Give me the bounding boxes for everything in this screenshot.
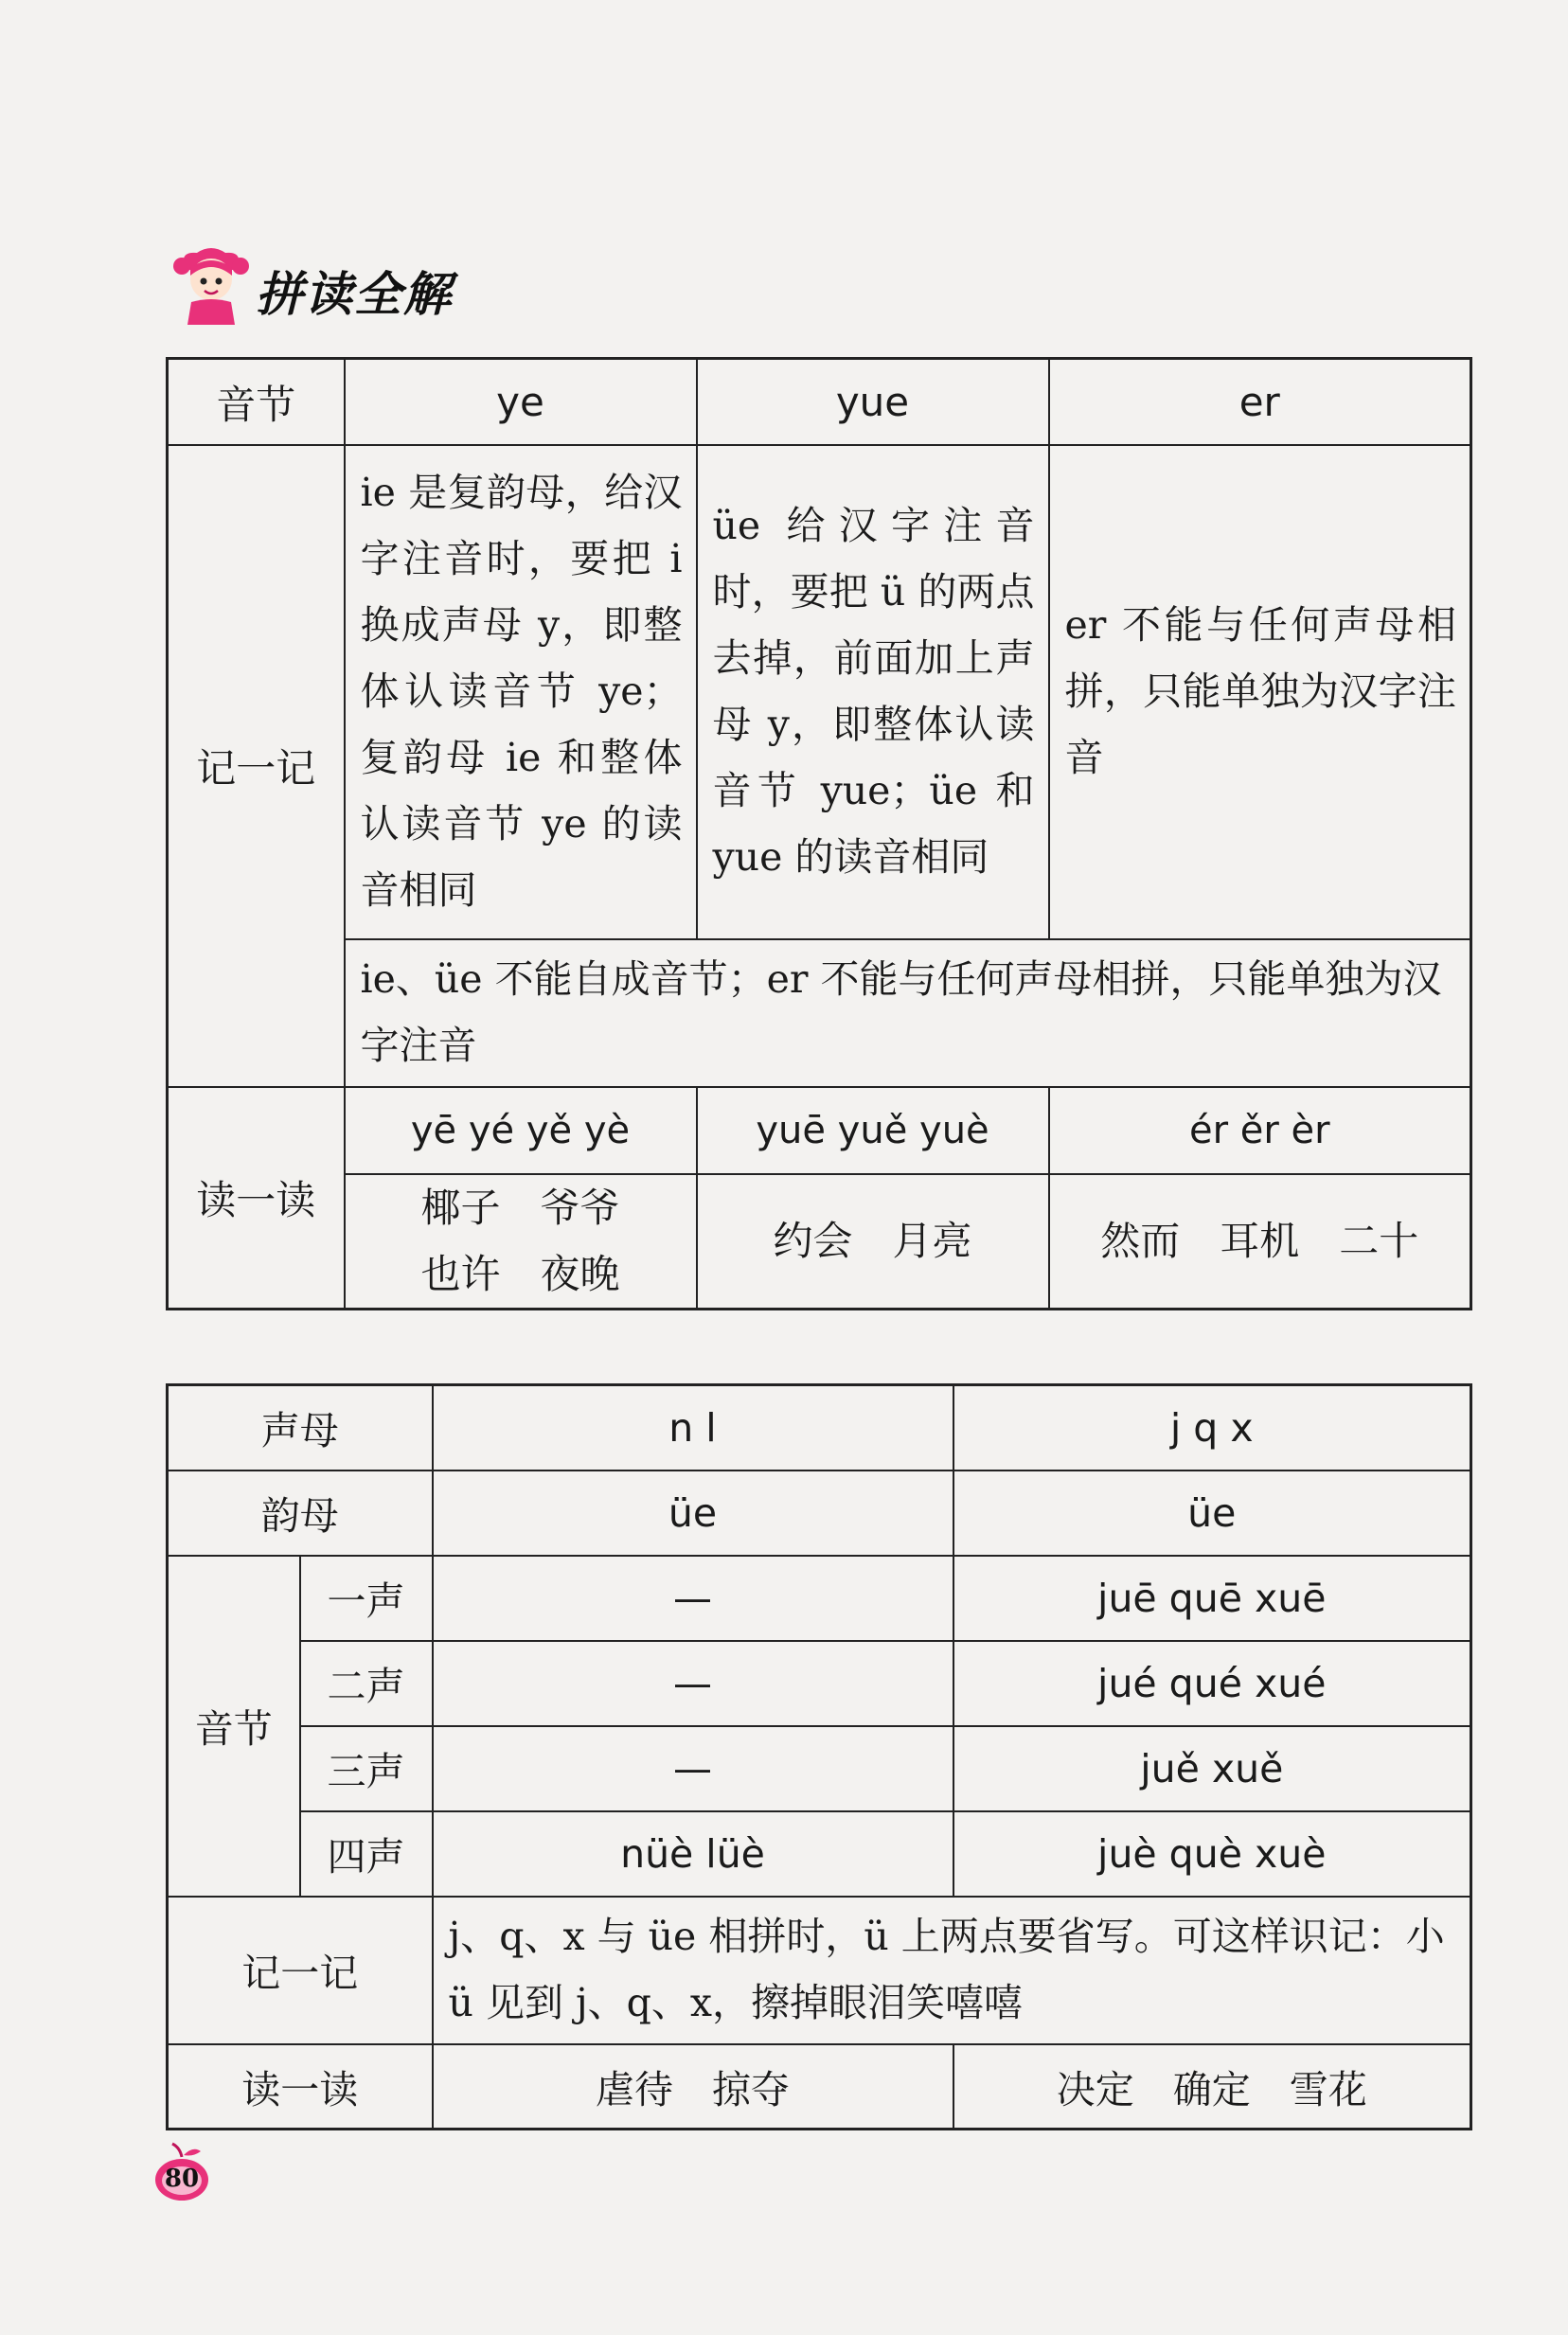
table-row (168, 1811, 1471, 1897)
row-label-remember-2: 记一记 (168, 1897, 433, 2044)
initials-nl: n l (433, 1385, 953, 1471)
syllable-jqx-tone3: juě xuě (953, 1726, 1471, 1811)
tone-label-1: 一声 (300, 1556, 433, 1641)
row-label-finals: 韵母 (168, 1471, 433, 1556)
syllable-nl-tone2: — (433, 1641, 953, 1726)
tone-label-4: 四声 (300, 1811, 433, 1897)
remember-ye-text: ie 是复韵母，给汉字注音时，要把 i 换成声母 y，即整体认读音节 ye；复韵母 ie 和整体认读音节 ye 的读音相同 (345, 445, 697, 939)
words-jqx: 决定 确定 雪花 (953, 2044, 1471, 2130)
section-title: 拼读全解 (256, 267, 453, 322)
col-header-er: er (1049, 359, 1471, 446)
tone-label-2: 二声 (300, 1641, 433, 1726)
remember-yue-text: üe 给汉字注音时，要把 ü 的两点去掉，前面加上声母 y，即整体认读音节 yue；üe 和 yue 的读音相同 (697, 445, 1049, 939)
finals-nl: üe (433, 1471, 953, 1556)
remember-jqx-text: j、q、x 与 üe 相拼时，ü 上两点要省写。可这样识记：小 ü 见到 j、q、x，擦掉眼泪笑嘻嘻 (433, 1897, 1471, 2044)
table-row (168, 1087, 1471, 1174)
table-row (168, 445, 1471, 939)
remember-note: ie、üe 不能自成音节；er 不能与任何声母相拼，只能单独为汉字注音 (345, 939, 1471, 1087)
tones-yue: yuē yuě yuè (697, 1087, 1049, 1174)
words-er: 然而 耳机 二十 (1049, 1174, 1471, 1310)
col-header-yue: yue (697, 359, 1049, 446)
row-label-syllables: 音节 (168, 1556, 300, 1897)
syllable-table-ye-yue-er (166, 357, 1472, 1310)
syllable-table-nl-jqx (166, 1383, 1472, 2130)
words-yue: 约会 月亮 (697, 1174, 1049, 1310)
table-row (168, 1174, 1471, 1310)
syllable-nl-tone4: nüè lüè (433, 1811, 953, 1897)
words-nl: 虐待 掠夺 (433, 2044, 953, 2130)
col-header-ye: ye (345, 359, 697, 446)
tone-label-3: 三声 (300, 1726, 433, 1811)
syllable-nl-tone3: — (433, 1726, 953, 1811)
syllable-jqx-tone2: jué qué xué (953, 1641, 1471, 1726)
syllable-nl-tone1: — (433, 1556, 953, 1641)
words-ye (345, 1174, 697, 1310)
syllable-jqx-tone1: juē quē xuē (953, 1556, 1471, 1641)
row-label-read-2: 读一读 (168, 2044, 433, 2130)
words-ye-line1: 椰子 爷爷 (420, 1185, 620, 1231)
remember-er-text: er 不能与任何声母相拼，只能单独为汉字注音 (1049, 445, 1471, 939)
syllable-jqx-tone4: juè què xuè (953, 1811, 1471, 1897)
table-row (168, 1641, 1471, 1726)
table-row (168, 1897, 1471, 2044)
table-row (168, 2044, 1471, 2130)
page-number: 80 (164, 2165, 200, 2193)
finals-jqx: üe (953, 1471, 1471, 1556)
row-label-read: 读一读 (168, 1087, 345, 1310)
table-row (168, 1385, 1471, 1471)
page-number-badge (151, 2142, 212, 2202)
cartoon-girl-icon (169, 241, 254, 327)
row-label-remember: 记一记 (168, 445, 345, 1087)
row-label-initials: 声母 (168, 1385, 433, 1471)
table-row (168, 1471, 1471, 1556)
words-ye-line2: 也许 夜晚 (420, 1251, 620, 1297)
table-row (168, 359, 1471, 446)
table-row (168, 1726, 1471, 1811)
table-row (168, 1556, 1471, 1641)
table-row (168, 939, 1471, 1087)
tones-er: ér ěr èr (1049, 1087, 1471, 1174)
section-header (169, 241, 490, 327)
tones-ye: yē yé yě yè (345, 1087, 697, 1174)
row-label-syllable: 音节 (168, 359, 345, 446)
initials-jqx: j q x (953, 1385, 1471, 1471)
